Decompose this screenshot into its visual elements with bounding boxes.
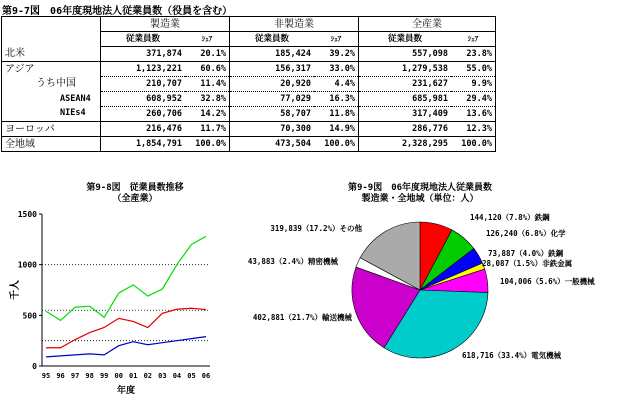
cell: 13.6% bbox=[451, 107, 496, 122]
cell: 260,706 bbox=[101, 107, 186, 122]
x-tick-label: 97 bbox=[70, 372, 80, 380]
x-tick-label: 01 bbox=[129, 372, 138, 380]
cell: 23.8% bbox=[451, 47, 496, 62]
pie-chart-subtitle: 製造業・全地域（単位：人） bbox=[361, 194, 479, 204]
group-header: 製造業 bbox=[101, 17, 230, 32]
x-tick-label: 96 bbox=[56, 372, 65, 380]
y-tick-label: 0 bbox=[32, 362, 37, 371]
table-row bbox=[2, 137, 496, 152]
table-row bbox=[2, 47, 496, 62]
line-chart-grid bbox=[42, 265, 210, 341]
table-header-row bbox=[2, 17, 496, 32]
pie-slice-label: 144,120（7.8%）鉄鋼 bbox=[470, 213, 550, 222]
cell: 70,300 bbox=[230, 122, 315, 137]
col-header: ｼｪｱ bbox=[314, 32, 359, 47]
x-tick-label: 04 bbox=[172, 372, 182, 380]
cell: 210,707 bbox=[101, 77, 186, 92]
x-tick-label: 05 bbox=[187, 372, 196, 380]
pie-slices bbox=[352, 222, 488, 358]
col-header: 従業員数 bbox=[101, 32, 186, 47]
series-line bbox=[46, 337, 206, 357]
cell: 1,279,538 bbox=[359, 62, 452, 77]
cell: 371,874 bbox=[101, 47, 186, 62]
pie-chart bbox=[230, 200, 628, 412]
cell: 286,776 bbox=[359, 122, 452, 137]
y-tick-label: 1500 bbox=[17, 210, 37, 219]
cell: 39.2% bbox=[314, 47, 359, 62]
row-label: ASEAN4 bbox=[2, 92, 101, 107]
cell: 1,854,791 bbox=[101, 137, 186, 152]
col-header: ｼｪｱ bbox=[451, 32, 496, 47]
cell: 156,317 bbox=[230, 62, 315, 77]
cell: 100.0% bbox=[314, 137, 359, 152]
pie-slice-label: 126,240（6.8%）化学 bbox=[486, 229, 566, 238]
x-tick-label: 00 bbox=[114, 372, 123, 380]
col-header: ｼｪｱ bbox=[185, 32, 230, 47]
x-tick-label: 99 bbox=[99, 372, 109, 380]
x-tick-label: 06 bbox=[201, 372, 211, 380]
cell: 77,029 bbox=[230, 92, 315, 107]
series-line bbox=[46, 236, 206, 320]
pie-slice-label: 618,716（33.4%）電気機械 bbox=[462, 351, 562, 360]
cell: 1,123,221 bbox=[101, 62, 186, 77]
cell: 100.0% bbox=[185, 137, 230, 152]
pie-slice-label: 319,839（17.2%）その他 bbox=[270, 224, 362, 233]
cell: 185,424 bbox=[230, 47, 315, 62]
cell: 11.8% bbox=[314, 107, 359, 122]
pie-slice-label: 104,006（5.6%）一般機械 bbox=[500, 277, 595, 286]
cell: 29.4% bbox=[451, 92, 496, 107]
x-tick-label: 95 bbox=[41, 372, 51, 380]
row-label bbox=[2, 77, 101, 92]
cell: 557,098 bbox=[359, 47, 452, 62]
cell: 33.0% bbox=[314, 62, 359, 77]
line-chart-subtitle: （全産業） bbox=[112, 194, 158, 204]
employee-table bbox=[1, 16, 496, 152]
table-row bbox=[2, 92, 496, 107]
pie-slice-label: 402,881（21.7%）輸送機械 bbox=[252, 313, 352, 322]
cell: 473,504 bbox=[230, 137, 315, 152]
table-row bbox=[2, 122, 496, 137]
col-header: 従業員数 bbox=[230, 32, 315, 47]
line-chart bbox=[0, 200, 220, 412]
cell: 608,952 bbox=[101, 92, 186, 107]
cell: 11.4% bbox=[185, 77, 230, 92]
row-label: 全地域 bbox=[2, 137, 101, 152]
cell: 12.3% bbox=[451, 122, 496, 137]
x-axis-label: 年度 bbox=[116, 386, 136, 396]
pie-slice-label: 43,883（2.4%）精密機械 bbox=[247, 257, 338, 266]
row-label: ヨーロッパ bbox=[2, 122, 101, 137]
cell: 60.6% bbox=[185, 62, 230, 77]
pie-slice-label: 73,887（4.0%）鉄鋼 bbox=[488, 249, 564, 258]
cell: 55.0% bbox=[451, 62, 496, 77]
cell: 2,328,295 bbox=[359, 137, 452, 152]
cell: 20,920 bbox=[230, 77, 315, 92]
row-label-text: うち中国 bbox=[36, 78, 76, 89]
pie-slice-label: 28,087（1.5%）非鉄金属 bbox=[482, 259, 573, 268]
series-line bbox=[46, 308, 206, 348]
group-header: 非製造業 bbox=[230, 17, 359, 32]
x-tick-label: 98 bbox=[85, 372, 94, 380]
cell: 14.9% bbox=[314, 122, 359, 137]
table-row bbox=[2, 77, 496, 92]
cell: 685,981 bbox=[359, 92, 452, 107]
y-tick-label: 1000 bbox=[17, 260, 37, 270]
cell: 9.9% bbox=[451, 77, 496, 92]
table-row bbox=[2, 107, 496, 122]
cell: 20.1% bbox=[185, 47, 230, 62]
line-chart-series bbox=[46, 236, 206, 357]
col-header: 従業員数 bbox=[359, 32, 452, 47]
row-label: アジア bbox=[2, 62, 101, 77]
corner-cell bbox=[2, 17, 101, 47]
table-row bbox=[2, 62, 496, 77]
cell: 16.3% bbox=[314, 92, 359, 107]
cell: 32.8% bbox=[185, 92, 230, 107]
row-label: NIEs4 bbox=[2, 107, 101, 122]
cell: 11.7% bbox=[185, 122, 230, 137]
pie-chart-title: 第9-9図 06年度現地法人従業員数 bbox=[347, 183, 493, 193]
line-chart-labels bbox=[8, 210, 210, 396]
row-label: 北米 bbox=[2, 47, 101, 62]
cell: 14.2% bbox=[185, 107, 230, 122]
y-tick-label: 500 bbox=[22, 311, 37, 321]
x-tick-label: 03 bbox=[158, 372, 167, 380]
cell: 317,409 bbox=[359, 107, 452, 122]
cell: 216,476 bbox=[101, 122, 186, 137]
cell: 100.0% bbox=[451, 137, 496, 152]
cell: 4.4% bbox=[314, 77, 359, 92]
table-title: 第9-7図 06年度現地法人従業員数（役員を含む） bbox=[2, 6, 233, 17]
cell: 58,707 bbox=[230, 107, 315, 122]
y-axis-label: 千人 bbox=[10, 280, 21, 300]
group-header: 全産業 bbox=[359, 17, 496, 32]
x-tick-label: 02 bbox=[143, 372, 153, 380]
line-chart-title: 第9-8図 従業員数推移 bbox=[86, 183, 184, 193]
cell: 231,627 bbox=[359, 77, 452, 92]
